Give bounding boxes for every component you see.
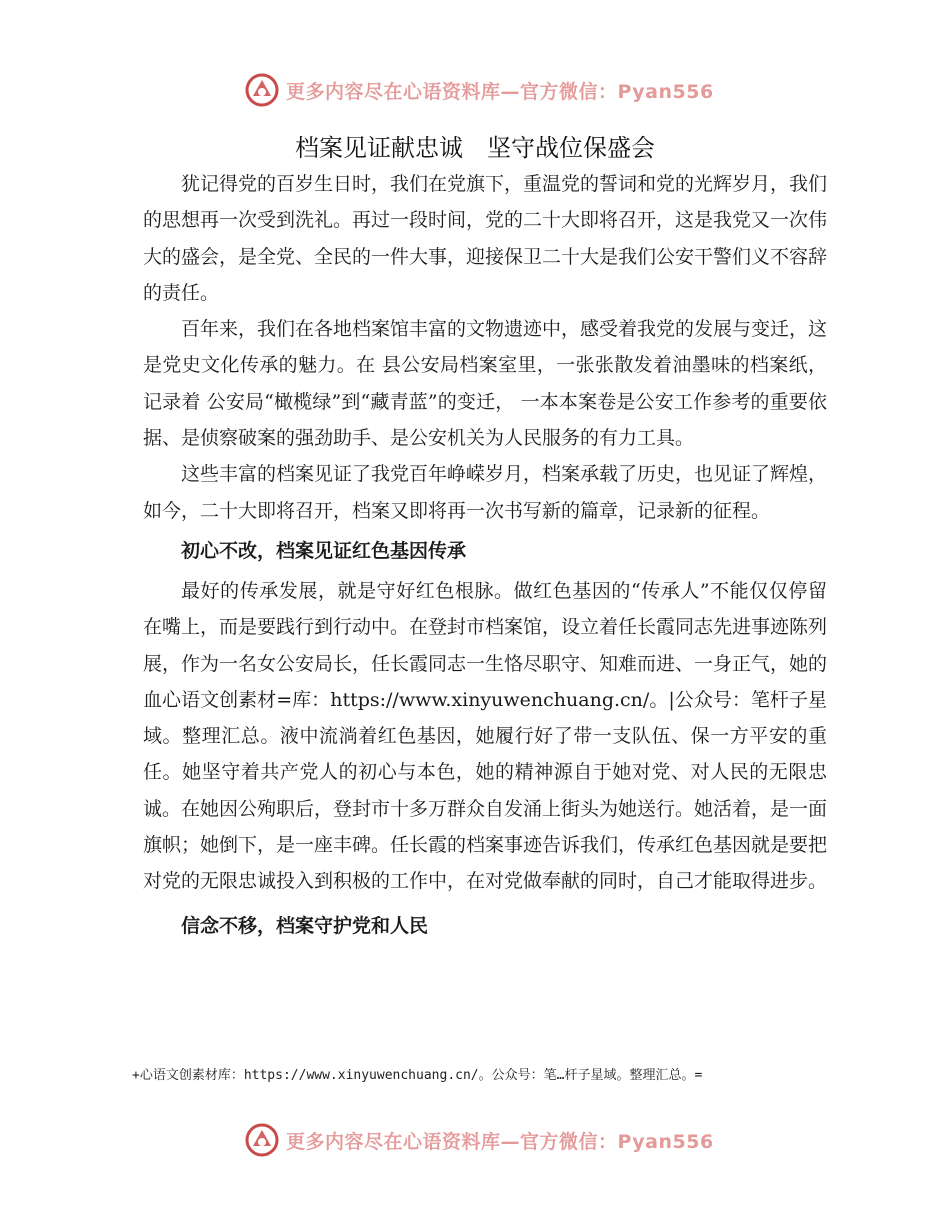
article-body [143, 166, 827, 948]
header-banner-text: 更多内容尽在心语资料库—官方微信：Pyan556 [286, 80, 714, 103]
section-1-paragraph: 最好的传承发展，就是守好红色根脉。做红色基因的“传承人”不能仅仅停留在嘴上，而是要践行到行动中。在登封市档案馆，设立着任长霞同志先进事迹陈列展，作为一名女公安局长，任长霞同志一生恪尽职守、知难而进、一身正气，她的血心语文创素材=库：https://www.xinyuwenchuang.cn/。|公众号：笔杆子星域。整理汇总。液中流淌着红色基因，她履行好了带一支队伍、保一方平安的重任。她坚守着共产党人的初心与本色，她的精神源自于她对党、对人民的无限忠诚。在她因公殉职后，登封市十多万群众自发涌上街头为她送行。她活着，是一面旗帜；她倒下，是一座丰碑。任长霞的档案事迹告诉我们，传承红色基因就是要把对党的无限忠诚投入到积极的工作中，在对党做奉献的同时，自己才能取得进步。 [143, 579, 828, 893]
intro-paragraph-3: 这些丰富的档案见证了我党百年峥嵘岁月，档案承载了历史，也见证了辉煌，如今，二十大即将召开，档案又即将再一次书写新的篇章，记录新的征程。 [143, 463, 828, 522]
footer-banner-text: 更多内容尽在心语资料库—官方微信：Pyan556 [286, 1130, 714, 1153]
section-heading-1: 初心不改，档案见证红色基因传承 [181, 539, 467, 562]
seal-logo-icon [244, 1122, 280, 1158]
footnote: +心语文创素材库：https://www.xinyuwenchuang.cn/。公众号：笔…杆子星域。整理汇总。= [132, 1068, 703, 1083]
intro-paragraph-2: 百年来，我们在各地档案馆丰富的文物遗迹中，感受着我党的发展与变迁，这是党史文化传承的魅力。在 县公安局档案室里，一张张散发着油墨味的档案纸，记录着 公安局“橄榄绿”到“藏青蓝”的变迁， 一本本案卷是公安工作参考的重要依据、是侦察破案的强劲助手、是公安机关为人民服务的有力工具。 [143, 318, 828, 450]
seal-logo-icon [244, 72, 280, 108]
page-title: 档案见证献忠诚 坚守战位保盛会 [295, 134, 655, 162]
section-heading-2: 信念不移，档案守护党和人民 [181, 914, 429, 937]
intro-paragraph-1: 犹记得党的百岁生日时，我们在党旗下，重温党的誓词和党的光辉岁月，我们的思想再一次受到洗礼。再过一段时间，党的二十大即将召开，这是我党又一次伟大的盛会，是全党、全民的一件大事，迎接保卫二十大是我们公安干警们义不容辞的责任。 [143, 173, 828, 304]
header-banner [244, 70, 714, 110]
footer-banner [244, 1120, 714, 1160]
